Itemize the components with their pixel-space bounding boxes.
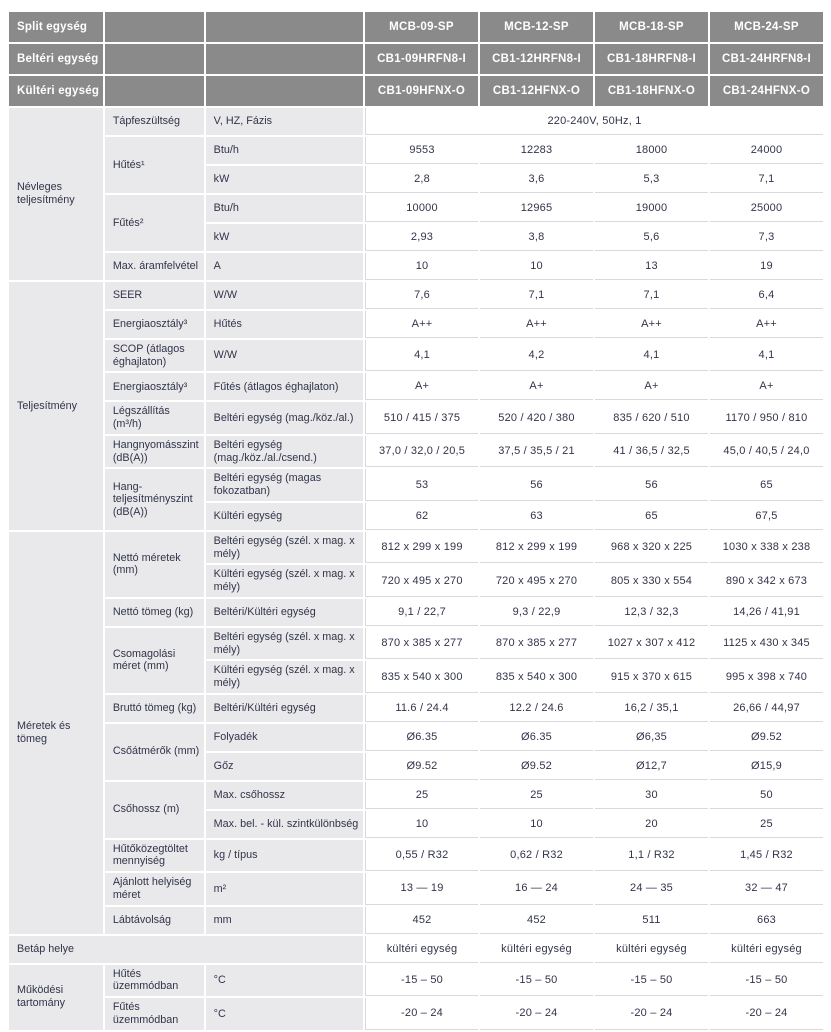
- spec-value-cell: 220-240V, 50Hz, 1: [365, 108, 823, 135]
- spec-value-cell: 452: [365, 907, 478, 934]
- spec-value-cell: 24000: [710, 137, 823, 164]
- section-label: Névleges teljesítmény: [9, 108, 103, 280]
- header-filler-cell: [206, 76, 363, 106]
- spec-value-cell: 663: [710, 907, 823, 934]
- spec-value-cell: 1,45 / R32: [710, 840, 823, 871]
- param-label: Hűtőközegtöltet mennyiség: [105, 840, 204, 871]
- header-model-cell: CB1-18HRFN8-I: [595, 44, 708, 74]
- spec-row: [9, 402, 823, 433]
- spec-value-cell: -20 – 24: [710, 998, 823, 1029]
- spec-value-cell: 3,6: [480, 166, 593, 193]
- header-filler-cell: [206, 12, 363, 42]
- spec-value-cell: 45,0 / 40,5 / 24,0: [710, 436, 823, 467]
- spec-value-cell: 24 — 35: [595, 873, 708, 904]
- spec-value-cell: 37,0 / 32,0 / 20,5: [365, 436, 478, 467]
- spec-value-cell: 12965: [480, 195, 593, 222]
- spec-value-cell: 56: [480, 469, 593, 500]
- sub-label: °C: [206, 965, 363, 996]
- spec-value-cell: 13 — 19: [365, 873, 478, 904]
- spec-value-cell: A++: [710, 311, 823, 338]
- spec-value-cell: -15 – 50: [595, 965, 708, 996]
- spec-value-cell: 1030 x 338 x 238: [710, 532, 823, 563]
- spec-value-cell: A+: [595, 373, 708, 400]
- sub-label: Beltéri/Kültéri egység: [206, 599, 363, 626]
- spec-value-cell: 10: [365, 811, 478, 838]
- spec-value-cell: 890 x 342 x 673: [710, 565, 823, 596]
- spec-value-cell: 26,66 / 44,97: [710, 695, 823, 722]
- spec-value-cell: 510 / 415 / 375: [365, 402, 478, 433]
- spec-value-cell: 5,6: [595, 224, 708, 251]
- header-model-cell: MCB-24-SP: [710, 12, 823, 42]
- spec-value-cell: Ø9.52: [365, 753, 478, 780]
- sub-label: kW: [206, 224, 363, 251]
- spec-value-cell: 1027 x 307 x 412: [595, 628, 708, 659]
- header-model-cell: CB1-18HFNX-O: [595, 76, 708, 106]
- spec-value-cell: 10000: [365, 195, 478, 222]
- header-label: Beltéri egység: [9, 44, 103, 74]
- spec-value-cell: 7,1: [710, 166, 823, 193]
- spec-value-cell: 805 x 330 x 554: [595, 565, 708, 596]
- sub-label: Folyadék: [206, 724, 363, 751]
- sub-label: Kültéri egység: [206, 503, 363, 530]
- header-model-cell: CB1-12HFNX-O: [480, 76, 593, 106]
- spec-value-cell: Ø6.35: [480, 724, 593, 751]
- param-label: Fűtés üzemmódban: [105, 998, 204, 1029]
- spec-row: [9, 195, 823, 222]
- section-label: Működési tartomány: [9, 965, 103, 1030]
- header-model-cell: MCB-12-SP: [480, 12, 593, 42]
- sub-label: Hűtés: [206, 311, 363, 338]
- header-model-cell: CB1-24HRFN8-I: [710, 44, 823, 74]
- header-model-cell: MCB-18-SP: [595, 12, 708, 42]
- spec-value-cell: kültéri egység: [480, 936, 593, 963]
- spec-row: [9, 469, 823, 500]
- spec-row: [9, 936, 823, 963]
- param-label: Nettó tömeg (kg): [105, 599, 204, 626]
- spec-value-cell: 812 x 299 x 199: [480, 532, 593, 563]
- spec-row: [9, 840, 823, 871]
- model-header: [9, 12, 823, 106]
- spec-row: [9, 340, 823, 371]
- spec-value-cell: 968 x 320 x 225: [595, 532, 708, 563]
- spec-value-cell: 41 / 36,5 / 32,5: [595, 436, 708, 467]
- spec-value-cell: 4,1: [365, 340, 478, 371]
- spec-value-cell: -20 – 24: [480, 998, 593, 1029]
- sub-label: Beltéri egység (mag./köz./al./csend.): [206, 436, 363, 467]
- spec-row: [9, 628, 823, 659]
- spec-table: [7, 10, 825, 1032]
- spec-value-cell: 6,4: [710, 282, 823, 309]
- spec-value-cell: 0,62 / R32: [480, 840, 593, 871]
- spec-value-cell: -15 – 50: [710, 965, 823, 996]
- param-label: Bruttó tömeg (kg): [105, 695, 204, 722]
- spec-value-cell: 12283: [480, 137, 593, 164]
- sub-label: Kültéri egység (szél. x mag. x mély): [206, 661, 363, 692]
- param-label: Lábtávolság: [105, 907, 204, 934]
- spec-value-cell: Ø9.52: [480, 753, 593, 780]
- spec-value-cell: 12,3 / 32,3: [595, 599, 708, 626]
- spec-value-cell: 65: [710, 469, 823, 500]
- spec-value-cell: 63: [480, 503, 593, 530]
- header-row: [9, 76, 823, 106]
- param-label: Energiaosztály³: [105, 311, 204, 338]
- spec-value-cell: 37,5 / 35,5 / 21: [480, 436, 593, 467]
- sub-label: W/W: [206, 340, 363, 371]
- sub-label: Max. bel. - kül. szintkülönbség: [206, 811, 363, 838]
- spec-value-cell: 30: [595, 782, 708, 809]
- spec-value-cell: A++: [595, 311, 708, 338]
- spec-value-cell: 7,6: [365, 282, 478, 309]
- header-label: Kültéri egység: [9, 76, 103, 106]
- spec-value-cell: 720 x 495 x 270: [365, 565, 478, 596]
- spec-value-cell: A+: [480, 373, 593, 400]
- spec-value-cell: A++: [480, 311, 593, 338]
- sub-label: Kültéri egység (szél. x mag. x mély): [206, 565, 363, 596]
- spec-value-cell: 1170 / 950 / 810: [710, 402, 823, 433]
- spec-row: [9, 599, 823, 626]
- spec-value-cell: kültéri egység: [595, 936, 708, 963]
- sub-label: m²: [206, 873, 363, 904]
- spec-value-cell: Ø12,7: [595, 753, 708, 780]
- spec-row: [9, 108, 823, 135]
- sub-label: Max. csőhossz: [206, 782, 363, 809]
- header-filler-cell: [206, 44, 363, 74]
- sub-label: °C: [206, 998, 363, 1029]
- param-label: Légszállítás (m³/h): [105, 402, 204, 433]
- sub-label: kW: [206, 166, 363, 193]
- spec-value-cell: 62: [365, 503, 478, 530]
- sub-label: kg / típus: [206, 840, 363, 871]
- spec-row: [9, 965, 823, 996]
- spec-value-cell: 995 x 398 x 740: [710, 661, 823, 692]
- spec-row: [9, 253, 823, 280]
- param-label: Nettó méretek (mm): [105, 532, 204, 597]
- param-label: Hűtés üzemmódban: [105, 965, 204, 996]
- sub-label: mm: [206, 907, 363, 934]
- sub-label: Beltéri egység (magas fokozatban): [206, 469, 363, 500]
- spec-value-cell: 16 — 24: [480, 873, 593, 904]
- sub-label: Gőz: [206, 753, 363, 780]
- spec-row: [9, 998, 823, 1029]
- param-label: Tápfeszültség: [105, 108, 204, 135]
- spec-value-cell: 10: [480, 811, 593, 838]
- spec-value-cell: 452: [480, 907, 593, 934]
- spec-value-cell: Ø15,9: [710, 753, 823, 780]
- spec-value-cell: 835 / 620 / 510: [595, 402, 708, 433]
- spec-value-cell: 12.2 / 24.6: [480, 695, 593, 722]
- header-model-cell: CB1-12HRFN8-I: [480, 44, 593, 74]
- spec-value-cell: 835 x 540 x 300: [365, 661, 478, 692]
- sub-label: Beltéri egység (szél. x mag. x mély): [206, 532, 363, 563]
- section-label: Betáp helye: [9, 936, 363, 963]
- spec-row: [9, 532, 823, 563]
- spec-value-cell: 7,1: [595, 282, 708, 309]
- spec-value-cell: 25: [365, 782, 478, 809]
- param-label: Csőátmérők (mm): [105, 724, 204, 780]
- sub-label: Beltéri/Kültéri egység: [206, 695, 363, 722]
- spec-value-cell: 16,2 / 35,1: [595, 695, 708, 722]
- spec-value-cell: 18000: [595, 137, 708, 164]
- spec-row: [9, 873, 823, 904]
- spec-value-cell: 2,93: [365, 224, 478, 251]
- spec-value-cell: 3,8: [480, 224, 593, 251]
- spec-value-cell: 25: [480, 782, 593, 809]
- spec-row: [9, 436, 823, 467]
- spec-value-cell: 50: [710, 782, 823, 809]
- param-label: SCOP (átlagos éghajlaton): [105, 340, 204, 371]
- spec-value-cell: A+: [710, 373, 823, 400]
- spec-value-cell: 520 / 420 / 380: [480, 402, 593, 433]
- spec-row: [9, 695, 823, 722]
- param-label: Hangnyomásszint (dB(A)): [105, 436, 204, 467]
- spec-value-cell: 9,3 / 22,9: [480, 599, 593, 626]
- spec-value-cell: 835 x 540 x 300: [480, 661, 593, 692]
- spec-value-cell: 1,1 / R32: [595, 840, 708, 871]
- header-row: [9, 44, 823, 74]
- spec-value-cell: -15 – 50: [480, 965, 593, 996]
- param-label: Ajánlott helyiség méret: [105, 873, 204, 904]
- spec-value-cell: 4,1: [710, 340, 823, 371]
- spec-row: [9, 782, 823, 809]
- spec-row: [9, 311, 823, 338]
- header-filler-cell: [105, 44, 204, 74]
- sub-label: W/W: [206, 282, 363, 309]
- spec-value-cell: -20 – 24: [365, 998, 478, 1029]
- spec-value-cell: 870 x 385 x 277: [365, 628, 478, 659]
- spec-value-cell: 25: [710, 811, 823, 838]
- spec-value-cell: 5,3: [595, 166, 708, 193]
- spec-row: [9, 137, 823, 164]
- spec-value-cell: 32 — 47: [710, 873, 823, 904]
- spec-row: [9, 282, 823, 309]
- section-label: Méretek és tömeg: [9, 532, 103, 934]
- spec-value-cell: 0,55 / R32: [365, 840, 478, 871]
- sub-label: Btu/h: [206, 195, 363, 222]
- spec-value-cell: 65: [595, 503, 708, 530]
- spec-value-cell: 915 x 370 x 615: [595, 661, 708, 692]
- spec-value-cell: 67,5: [710, 503, 823, 530]
- param-label: Hang-teljesítményszint (dB(A)): [105, 469, 204, 529]
- header-model-cell: CB1-24HFNX-O: [710, 76, 823, 106]
- spec-value-cell: 4,1: [595, 340, 708, 371]
- spec-value-cell: Ø9.52: [710, 724, 823, 751]
- spec-value-cell: A++: [365, 311, 478, 338]
- spec-value-cell: 812 x 299 x 199: [365, 532, 478, 563]
- spec-value-cell: 13: [595, 253, 708, 280]
- sub-label: Beltéri egység (mag./köz./al.): [206, 402, 363, 433]
- spec-value-cell: 870 x 385 x 277: [480, 628, 593, 659]
- spec-value-cell: 7,1: [480, 282, 593, 309]
- spec-value-cell: 720 x 495 x 270: [480, 565, 593, 596]
- spec-value-cell: 10: [480, 253, 593, 280]
- spec-value-cell: kültéri egység: [710, 936, 823, 963]
- spec-value-cell: 19000: [595, 195, 708, 222]
- param-label: Max. áramfelvétel: [105, 253, 204, 280]
- spec-value-cell: 511: [595, 907, 708, 934]
- header-filler-cell: [105, 12, 204, 42]
- param-label: Csőhossz (m): [105, 782, 204, 838]
- header-model-cell: CB1-09HFNX-O: [365, 76, 478, 106]
- spec-value-cell: kültéri egység: [365, 936, 478, 963]
- sub-label: Btu/h: [206, 137, 363, 164]
- spec-value-cell: 11.6 / 24.4: [365, 695, 478, 722]
- spec-value-cell: 19: [710, 253, 823, 280]
- spec-value-cell: 56: [595, 469, 708, 500]
- spec-value-cell: 10: [365, 253, 478, 280]
- param-label: SEER: [105, 282, 204, 309]
- param-label: Fűtés²: [105, 195, 204, 251]
- spec-value-cell: 2,8: [365, 166, 478, 193]
- spec-value-cell: A+: [365, 373, 478, 400]
- spec-value-cell: 20: [595, 811, 708, 838]
- header-model-cell: CB1-09HRFN8-I: [365, 44, 478, 74]
- param-label: Csomagolási méret (mm): [105, 628, 204, 693]
- sub-label: Fűtés (átlagos éghajlaton): [206, 373, 363, 400]
- spec-row: [9, 907, 823, 934]
- param-label: Energiaosztály³: [105, 373, 204, 400]
- spec-value-cell: 53: [365, 469, 478, 500]
- param-label: Hűtés¹: [105, 137, 204, 193]
- header-row: [9, 12, 823, 42]
- section-label: Teljesítmény: [9, 282, 103, 530]
- spec-value-cell: Ø6.35: [365, 724, 478, 751]
- spec-value-cell: 1125 x 430 x 345: [710, 628, 823, 659]
- spec-value-cell: Ø6,35: [595, 724, 708, 751]
- spec-value-cell: 9,1 / 22,7: [365, 599, 478, 626]
- sub-label: V, HZ, Fázis: [206, 108, 363, 135]
- sub-label: A: [206, 253, 363, 280]
- spec-row: [9, 373, 823, 400]
- spec-value-cell: -20 – 24: [595, 998, 708, 1029]
- spec-value-cell: 25000: [710, 195, 823, 222]
- spec-value-cell: 4,2: [480, 340, 593, 371]
- header-model-cell: MCB-09-SP: [365, 12, 478, 42]
- header-label: Split egység: [9, 12, 103, 42]
- spec-value-cell: 7,3: [710, 224, 823, 251]
- spec-value-cell: 14,26 / 41,91: [710, 599, 823, 626]
- spec-value-cell: -15 – 50: [365, 965, 478, 996]
- spec-body: [9, 108, 823, 1030]
- header-filler-cell: [105, 76, 204, 106]
- sub-label: Beltéri egység (szél. x mag. x mély): [206, 628, 363, 659]
- spec-value-cell: 9553: [365, 137, 478, 164]
- spec-row: [9, 724, 823, 751]
